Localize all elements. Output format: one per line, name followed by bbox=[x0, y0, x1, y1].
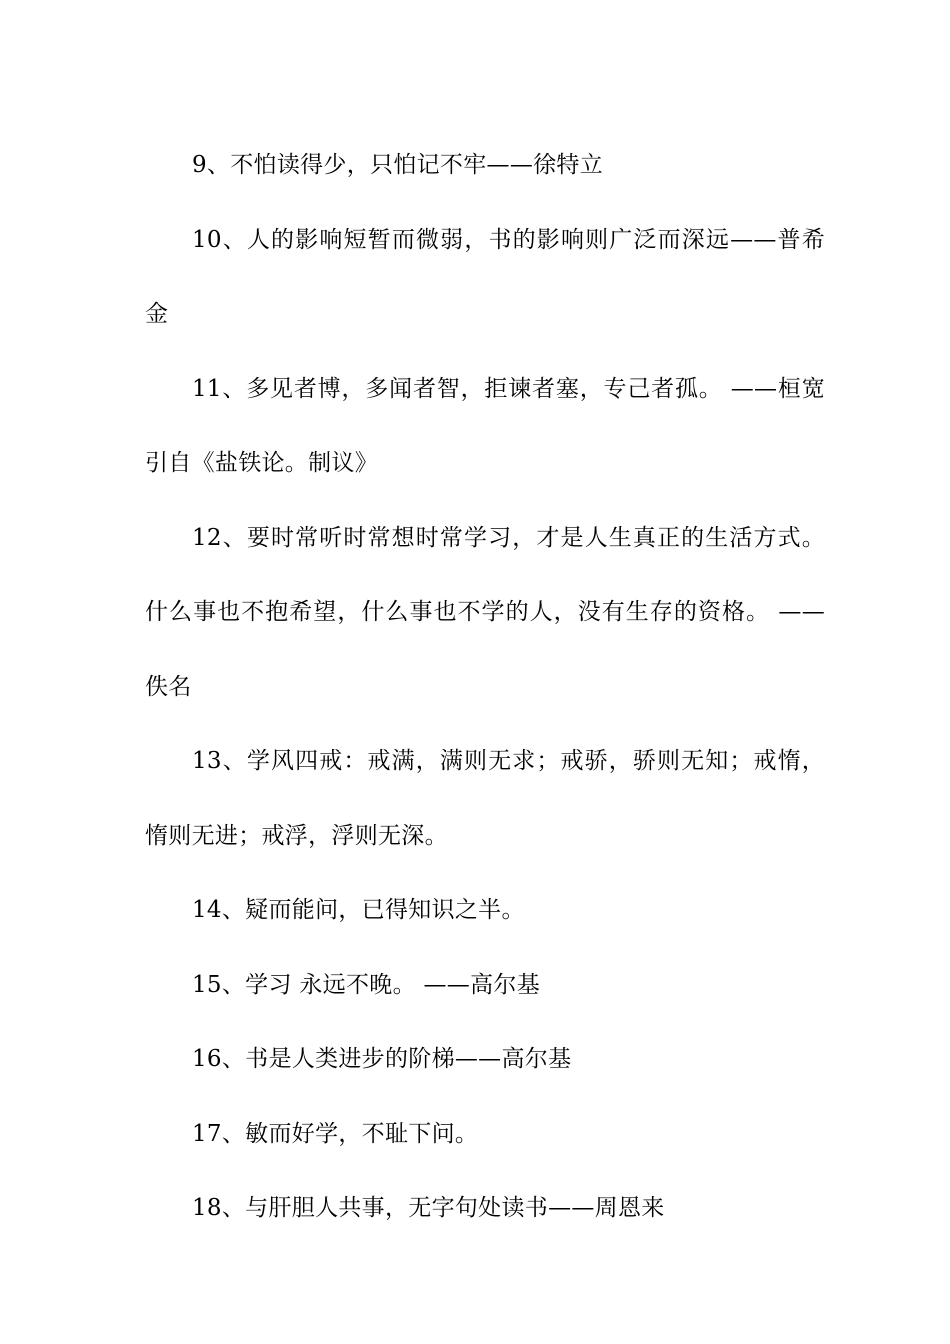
quote-paragraph-9: 9、不怕读得少，只怕记不牢——徐特立 bbox=[192, 152, 604, 178]
quote-paragraph-13: 13、学风四戒：戒满，满则无求；戒骄，骄则无知；戒惰，惰则无进；戒浮，浮则无深。 bbox=[145, 748, 825, 849]
quote-paragraph-16: 16、书是人类进步的阶梯——高尔基 bbox=[192, 1046, 572, 1072]
quote-paragraph-14: 14、疑而能问，已得知识之半。 bbox=[192, 897, 525, 923]
quote-paragraph-12: 12、要时常听时常想时常学习，才是人生真正的生活方式。什么事也不抱希望，什么事也不学的人，没有生存的资格。 ——佚名 bbox=[145, 524, 825, 700]
quote-paragraph-10: 10、人的影响短暂而微弱，书的影响则广泛而深远——普希金 bbox=[145, 226, 825, 327]
quote-paragraph-18: 18、与肝胆人共事，无字句处读书——周恩来 bbox=[192, 1195, 665, 1221]
quote-paragraph-11: 11、多见者博，多闻者智，拒谏者塞，专己者孤。 ——桓宽引自《盐铁论。制议》 bbox=[145, 375, 825, 476]
document-body bbox=[145, 128, 825, 1246]
quote-paragraph-15: 15、学习 永远不晚。 ——高尔基 bbox=[192, 971, 540, 998]
quote-paragraph-17: 17、敏而好学，不耻下问。 bbox=[192, 1120, 479, 1147]
